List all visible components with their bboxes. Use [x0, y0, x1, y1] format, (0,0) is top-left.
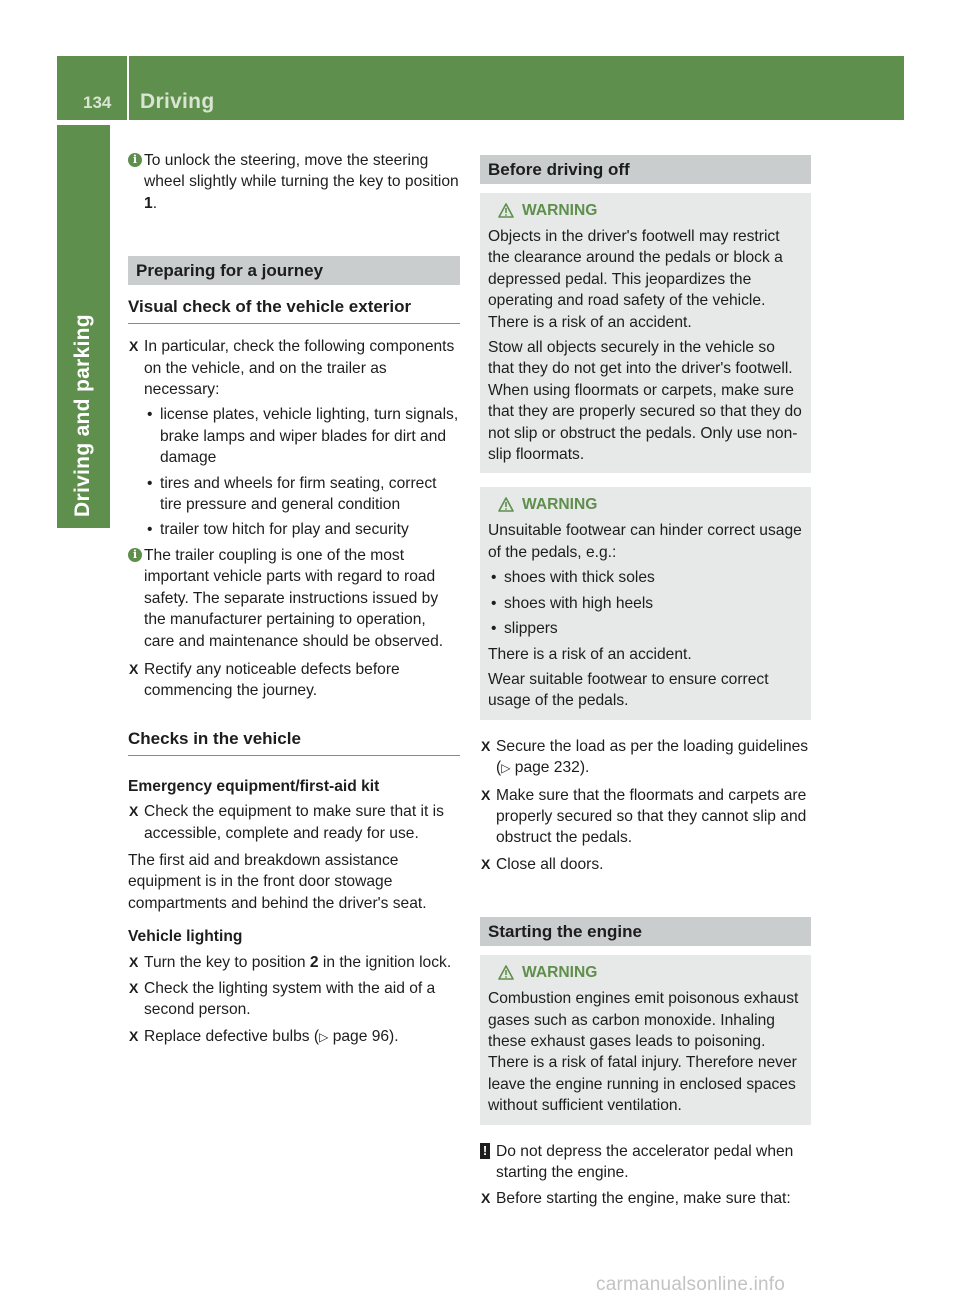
warning-triangle-icon — [498, 965, 514, 980]
heading-checks-in-vehicle: Checks in the vehicle — [128, 729, 460, 756]
step-turn-key-prefix: Turn the key to position — [144, 953, 310, 971]
caution-text: Do not depress the accelerator pedal when starting the engine. — [496, 1142, 794, 1181]
step-check-equipment — [128, 801, 460, 844]
warning-triangle-icon — [498, 497, 514, 512]
arrow-icon: X — [129, 979, 139, 996]
warning-box-exhaust — [480, 955, 811, 1124]
right-column — [480, 155, 811, 1210]
heading-emergency-equipment: Emergency equipment/first-aid kit — [128, 777, 380, 795]
list-item — [128, 519, 460, 540]
info-icon: i — [128, 153, 142, 167]
step-check-equipment-text: Check the equipment to make sure that it is accessible, complete and ready for use. — [144, 803, 444, 842]
list-item — [488, 567, 803, 588]
bullet-text: shoes with high heels — [504, 594, 654, 612]
heading-preparing: Preparing for a journey — [128, 256, 460, 285]
warning-header — [488, 200, 803, 222]
bullet-icon: • — [147, 521, 153, 539]
warning-box-footwell — [480, 193, 811, 473]
warning-label: WARNING — [522, 202, 598, 219]
step-turn-key-number: 2 — [309, 953, 319, 971]
note-trailer-text: The trailer coupling is one of the most important vehicle parts with regard to road safety. The separate instructions issued by the manufacturer pertaining to operation, care and maintenance should be observed. — [144, 546, 444, 650]
warning-text: Wear suitable footwear to ensure correct usage of the pedals. — [488, 670, 769, 710]
step-secure-load-prefix: Secure the load as per the loading guidelines ( — [496, 737, 809, 777]
warning-header — [488, 962, 803, 984]
arrow-icon: X — [129, 803, 139, 820]
heading-starting-engine: Starting the engine — [480, 917, 811, 946]
page-reference-link[interactable]: page 96). — [332, 1027, 399, 1045]
page-header-bar — [57, 56, 904, 120]
step-floormats-text: Make sure that the floormats and carpets are properly secured so that they cannot slip and obstruct the pedals. — [496, 786, 807, 847]
page-number: 134 — [83, 93, 112, 112]
note-steering-text: To unlock the steering, move the steering wheel slightly while turning the key to — [144, 152, 429, 191]
list-item — [488, 593, 803, 614]
left-column — [128, 150, 460, 1048]
arrow-icon: X — [129, 660, 139, 677]
arrow-icon: X — [481, 855, 491, 872]
page-reference-link[interactable]: page 232). — [514, 759, 590, 777]
bullet-icon: • — [491, 569, 497, 587]
chapter-title: Driving — [140, 90, 215, 113]
bullet-text: license plates, vehicle lighting, turn signals, brake lamps and wiper blades for dirt and damage — [160, 406, 459, 467]
step-check-lighting — [128, 978, 460, 1021]
arrow-icon: X — [129, 1027, 139, 1044]
heading-vehicle-lighting: Vehicle lighting — [128, 928, 243, 946]
step-replace-bulbs — [128, 1026, 460, 1048]
arrow-icon: X — [481, 786, 491, 803]
arrow-icon: X — [481, 737, 491, 754]
arrow-icon: X — [129, 953, 139, 970]
para-first-aid: The first aid and breakdown assistance equipment is in the front door stowage compartments and behind the driver's seat. — [128, 851, 427, 912]
note-steering — [128, 150, 460, 214]
warning-text: Unsuitable footwear can hinder correct usage of the pedals, e.g.: — [488, 522, 802, 561]
warning-text: Stow all objects securely in the vehicle so that they do not get into the driver's footwell. When using floormats or carpets, make sure that they are properly secured so that they do not slip or obstruct the pedals. Only use non-slip floormats. — [488, 339, 802, 464]
watermark: carmanualsonline.info — [596, 1274, 786, 1295]
step-check-lighting-text: Check the lighting system with the aid of a second person. — [144, 979, 436, 1019]
warning-triangle-icon — [498, 203, 514, 218]
note-steering-position-prefix: position — [404, 173, 459, 191]
step-secure-load — [480, 736, 811, 780]
warning-box-footwear — [480, 487, 811, 719]
step-rectify — [128, 659, 460, 702]
list-item — [488, 618, 803, 639]
step-check-components-text: In particular, check the following components on the vehicle, and on the trailer as necessary: — [144, 338, 455, 399]
caution-accelerator — [480, 1141, 811, 1184]
list-item — [128, 473, 460, 516]
bullet-text: trailer tow hitch for play and security — [160, 521, 409, 539]
warning-header — [488, 494, 803, 516]
step-check-components — [128, 336, 460, 400]
bullet-text: slippers — [504, 620, 558, 638]
step-close-doors-text: Close all doors. — [496, 855, 604, 873]
bullet-text: tires and wheels for firm seating, correct tire pressure and general condition — [160, 474, 437, 514]
exclamation-icon: ! — [480, 1143, 490, 1159]
bullet-icon: • — [147, 474, 153, 492]
warning-text: Objects in the driver's footwell may restrict the clearance around the pedals or block a depressed pedal. This jeopardizes the operating and road safety of the vehicle. There is a risk of an accident. — [488, 228, 783, 331]
page-reference-icon: ▷ — [319, 1029, 329, 1044]
section-tab — [57, 125, 110, 528]
step-before-start — [480, 1188, 811, 1209]
heading-visual-check: Visual check of the vehicle exterior — [128, 297, 460, 324]
note-steering-position-number: 1 — [144, 194, 153, 212]
bullet-icon: • — [491, 594, 497, 612]
step-floormats — [480, 785, 811, 849]
bullet-icon: • — [491, 620, 497, 638]
step-close-doors — [480, 854, 811, 875]
step-rectify-text: Rectify any noticeable defects before commencing the journey. — [144, 660, 400, 700]
arrow-icon: X — [481, 1190, 491, 1207]
warning-label: WARNING — [522, 496, 598, 514]
warning-label: WARNING — [522, 964, 598, 982]
header-divider — [127, 56, 129, 120]
note-steering-position-suffix: . — [152, 194, 158, 212]
section-tab-label: Driving and parking — [71, 314, 94, 517]
info-icon: i — [128, 548, 142, 562]
warning-text: Combustion engines emit poisonous exhaust gases such as carbon monoxide. Inhaling these exhaust gases leads to poisoning. There is a risk of fatal injury. Therefore never leave the engine running in enclosed spaces without sufficient ventilation. — [488, 990, 799, 1115]
list-item — [128, 404, 460, 468]
note-trailer — [128, 545, 460, 652]
step-before-start-text: Before starting the engine, make sure that: — [496, 1190, 791, 1208]
bullet-text: shoes with thick soles — [504, 569, 655, 587]
step-turn-key — [128, 952, 460, 973]
bullet-icon: • — [147, 406, 153, 424]
heading-before-driving-off: Before driving off — [480, 155, 811, 184]
warning-text: There is a risk of an accident. — [488, 645, 692, 663]
arrow-icon: X — [129, 338, 139, 355]
step-turn-key-suffix: in the ignition lock. — [318, 953, 452, 971]
step-replace-bulbs-prefix: Replace defective bulbs ( — [144, 1027, 320, 1045]
page-reference-icon: ▷ — [501, 761, 511, 776]
